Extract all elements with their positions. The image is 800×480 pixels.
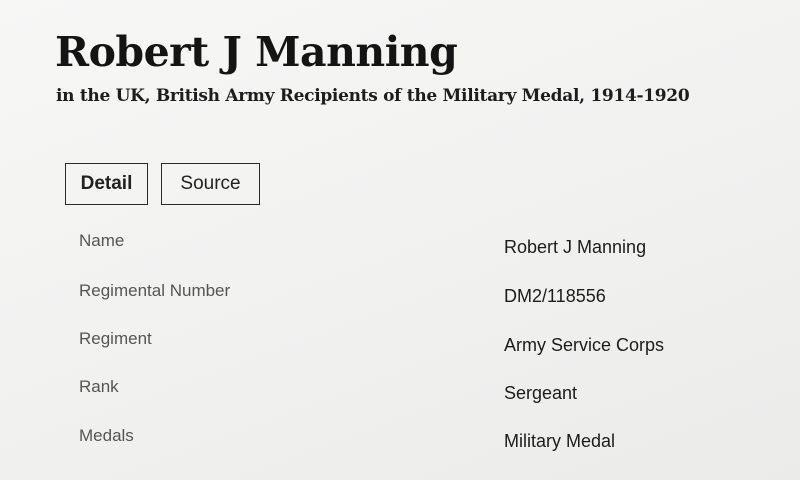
field-value: Sergeant (504, 383, 578, 403)
field-label: Medals (79, 426, 134, 445)
field-value: DM2/118556 (504, 286, 606, 306)
field-label: Regiment (79, 329, 152, 348)
record-collection-subtitle: in the UK, British Army Recipients of the Military Medal, 1914-1920 (56, 86, 690, 106)
field-value: Army Service Corps (504, 335, 665, 355)
tab-source[interactable]: Source (161, 163, 260, 205)
field-label: Rank (79, 377, 119, 396)
tab-detail[interactable]: Detail (65, 163, 148, 205)
record-tabs (65, 163, 260, 205)
field-value: Robert J Manning (504, 237, 647, 257)
field-label: Regimental Number (79, 281, 231, 300)
page-title: Robert J Manning (55, 28, 458, 76)
field-label: Name (79, 231, 125, 250)
field-value: Military Medal (504, 431, 616, 451)
